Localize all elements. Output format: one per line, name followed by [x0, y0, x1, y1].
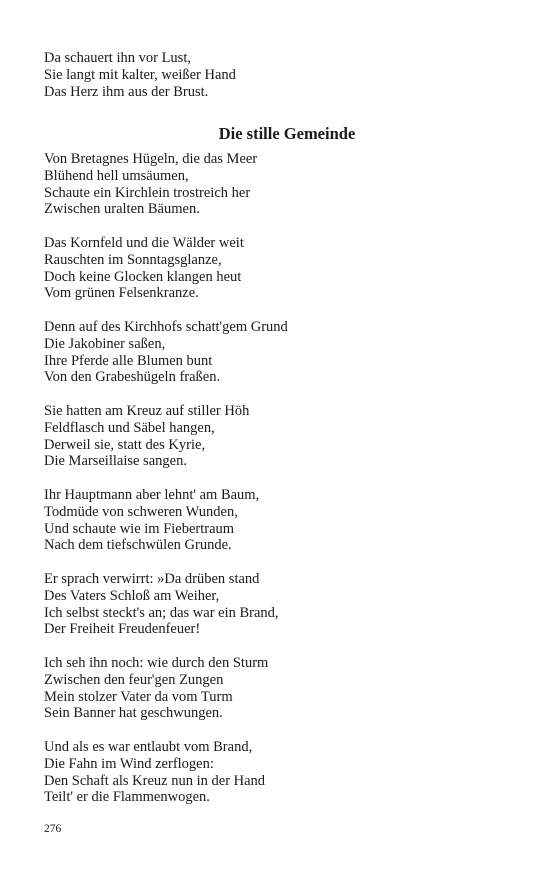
verse-line: Er sprach verwirrt: »Da drüben stand [44, 571, 260, 587]
verse-line: Vom grünen Felsenkranze. [44, 285, 199, 302]
poem-title: Die stille Gemeinde [218, 124, 356, 143]
stanza-2 [44, 235, 514, 302]
page-number: 276 [44, 823, 62, 835]
stanza-8 [44, 739, 514, 806]
verse-line: Sie langt mit kalter, weißer Hand [44, 66, 236, 83]
verse-line: Derweil sie, statt des Kyrie, [44, 436, 206, 453]
verse-line: Die Fahn im Wind zerflogen: [44, 755, 214, 772]
verse-line: Ich seh ihn noch: wie durch den Sturm [44, 655, 269, 671]
verse-line: Die Marseillaise sangen. [44, 453, 187, 470]
stanza-4 [44, 403, 514, 470]
verse-line: Das Herz ihm aus der Brust. [44, 83, 209, 100]
verse-line: Ihr Hauptmann aber lehnt' am Baum, [44, 487, 260, 503]
verse-line: Das Kornfeld und die Wälder weit [44, 235, 244, 251]
verse-line: Ich selbst steckt's an; das war ein Brand, [44, 604, 279, 621]
intro-stanza [44, 50, 514, 100]
verse-line: Sie hatten am Kreuz auf stiller Höh [44, 403, 250, 419]
verse-line: Ihre Pferde alle Blumen bunt [44, 352, 213, 369]
verse-line: Doch keine Glocken klangen heut [44, 268, 242, 285]
stanza-6 [44, 571, 514, 638]
verse-line: Blühend hell umsäumen, [44, 167, 189, 184]
verse-line: Und als es war entlaubt vom Brand, [44, 739, 253, 755]
stanza-5 [44, 487, 514, 554]
verse-line: Da schauert ihn vor Lust, [44, 50, 191, 66]
verse-line: Zwischen uralten Bäumen. [44, 201, 200, 218]
verse-line: Rauschten im Sonntagsglanze, [44, 251, 222, 268]
stanza-1 [44, 151, 514, 218]
verse-line: Zwischen den feur'gen Zungen [44, 671, 224, 688]
verse-line: Denn auf des Kirchhofs schatt'gem Grund [44, 319, 288, 335]
verse-line: Die Jakobiner saßen, [44, 335, 166, 352]
verse-line: Der Freiheit Freudenfeuer! [44, 621, 201, 638]
verse-line: Nach dem tiefschwülen Grunde. [44, 537, 232, 554]
verse-line: Von den Grabeshügeln fraßen. [44, 369, 221, 386]
verse-line: Feldflasch und Säbel hangen, [44, 419, 215, 436]
verse-line: Teilt' er die Flammenwogen. [44, 789, 210, 806]
verse-line: Den Schaft als Kreuz nun in der Hand [44, 772, 266, 789]
stanza-3 [44, 319, 514, 386]
stanza-7 [44, 655, 514, 722]
verse-line: Des Vaters Schloß am Weiher, [44, 587, 220, 604]
verse-line: Mein stolzer Vater da vom Turm [44, 688, 233, 705]
verse-line: Und schaute wie im Fiebertraum [44, 520, 235, 537]
verse-line: Todmüde von schweren Wunden, [44, 503, 238, 520]
verse-line: Sein Banner hat geschwungen. [44, 705, 223, 722]
verse-line: Schaute ein Kirchlein trostreich her [44, 184, 251, 201]
verse-line: Von Bretagnes Hügeln, die das Meer [44, 151, 258, 167]
